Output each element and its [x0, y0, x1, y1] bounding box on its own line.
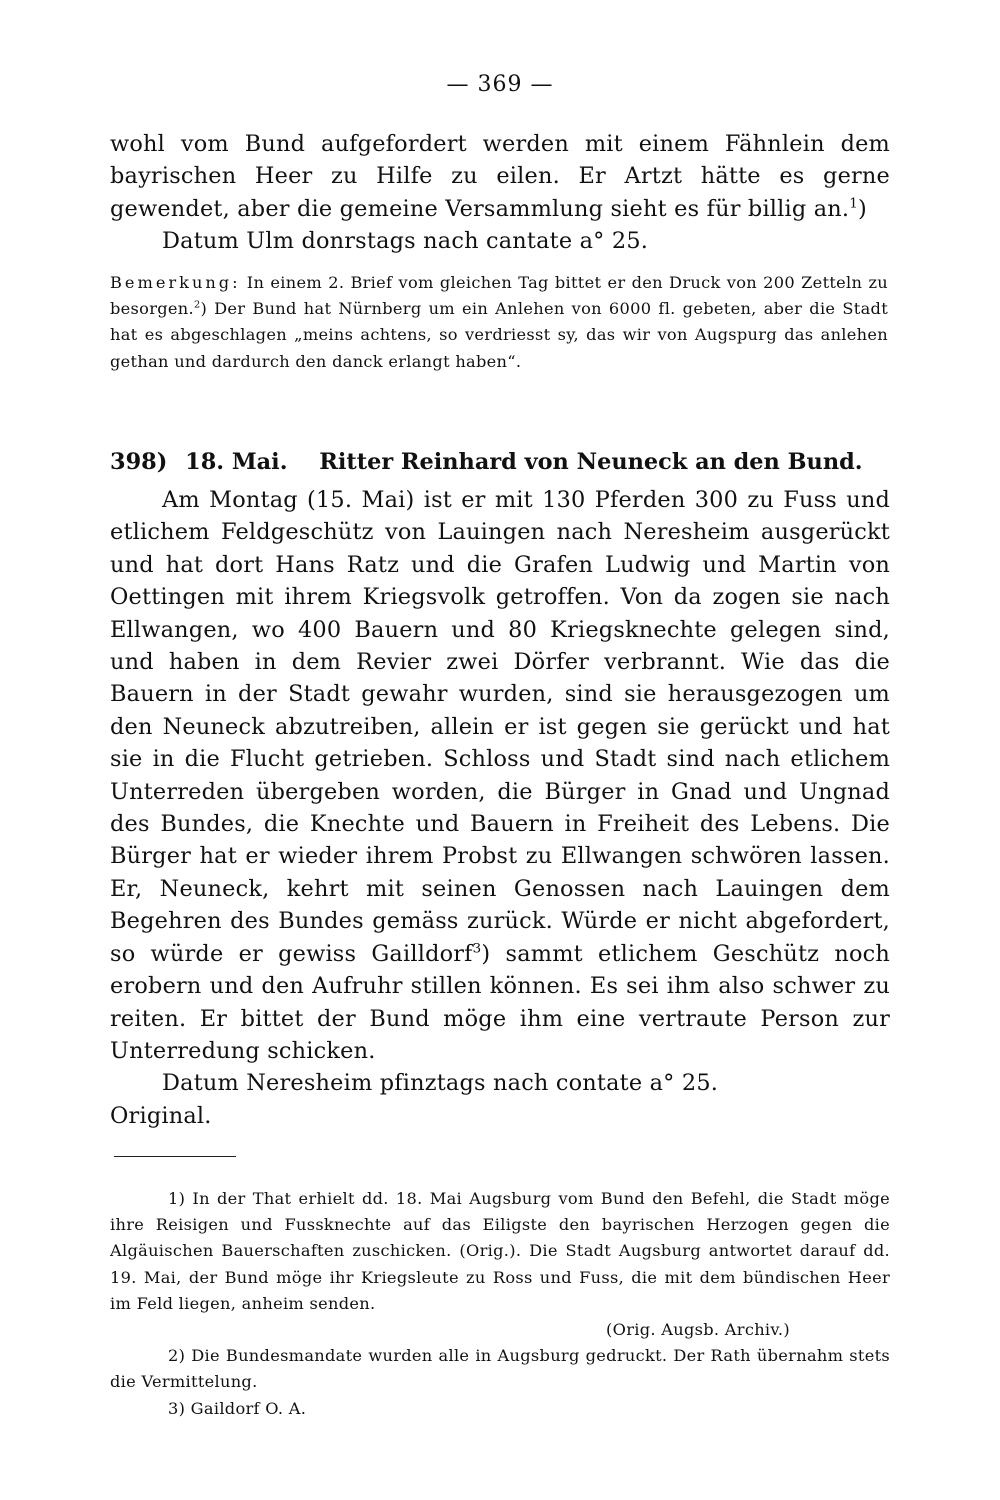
- entry-paragraph: [110, 484, 890, 1067]
- footnote-2: 2) Die Bundesmandate wurden alle in Augsburg gedruckt. Der Rath übernahm stets die Vermittelung.: [110, 1346, 890, 1392]
- entry-body: [110, 484, 890, 1132]
- entry-source: Original.: [110, 1102, 212, 1129]
- entry-text-2: ) sammt etlichem Geschütz noch erobern und den Aufruhr stillen können. Es sei ihm also schwer zu reiten. Er bittet der Bund möge ihm eine vertraute Person zur Unterredung schicken.: [110, 940, 890, 1064]
- remark-text-2: ) Der Bund hat Nürnberg um ein Anlehen von 6000 fl. gebeten, aber die Stadt hat es abgeschlagen „meins achtens, so verdriesst sy, das wir von Augspurg das anlehen gethan und dardurch den danck erlangt haben“.: [110, 299, 888, 371]
- page-number: — 369 —: [446, 72, 554, 97]
- paragraph-text: wohl vom Bund aufgefordert werden mit einem Fähnlein dem bayrischen Heer zu Hilfe zu eilen. Er Artzt hätte es gerne gewendet, aber die gemeine Versammlung sieht es für billig an.: [110, 131, 890, 222]
- footnote-divider: [114, 1156, 236, 1157]
- footnotes: [110, 1186, 890, 1422]
- remark-note: [110, 270, 888, 375]
- entry-dateline: Datum Neresheim pfinztags nach contate a° 25.: [162, 1070, 719, 1097]
- footnote-1-source: (Orig. Augsb. Archiv.): [606, 1320, 790, 1340]
- footnote-1: 1) In der That erhielt dd. 18. Mai Augsburg vom Bund den Befehl, die Stadt möge ihre Reisigen und Fussknechte auf das Eiligste den bayrischen Herzogen gegen die Algäuischen Bauerschaften zuschicken. (Orig.). Die Stadt Augsburg antwortet darauf dd. 19. Mai, der Bund möge ihr Kriegsleute zu Ross und Fuss, die mit dem bündischen Heer im Feld liegen, anheim senden.: [110, 1189, 890, 1313]
- footnote-ref-1[interactable]: 1: [849, 196, 858, 212]
- footnote-ref-2[interactable]: 2: [193, 299, 201, 311]
- dateline: Datum Ulm donrstags nach cantate a° 25.: [162, 228, 649, 255]
- remark-label: Bemerkung:: [110, 273, 241, 292]
- footnote-ref-3[interactable]: 3: [472, 941, 482, 957]
- continued-paragraph: [110, 128, 890, 225]
- entry-number: 398): [110, 449, 168, 475]
- entry-heading: [110, 446, 890, 478]
- footnote-3: 3) Gaildorf O. A.: [168, 1398, 307, 1418]
- entry-title: Ritter Reinhard von Neuneck an den Bund.: [319, 449, 863, 475]
- remark-text-1: In einem 2. Brief vom gleichen Tag bittet er den Druck von 200 Zetteln zu besorgen.: [110, 273, 888, 319]
- continued-letter-block: [110, 128, 890, 258]
- entry-text-1: Am Montag (15. Mai) ist er mit 130 Pferden 300 zu Fuss und etlichem Feldgeschütz von Lauingen nach Neresheim ausgerückt und hat dort Hans Ratz und die Grafen Ludwig und Martin von Oettingen mit ihrem Kriegsvolk getroffen. Von da zogen sie nach Ellwangen, wo 400 Bauern und 80 Kriegsknechte gelegen sind, und haben in dem Revier zwei Dörfer verbrannt. Wie das die Bauern in der Stadt gewahr wurden, sind sie herausgezogen um den Neuneck abzutreiben, allein er ist gegen sie gerückt und hat sie in die Flucht getrieben. Schloss und Stadt sind nach etlichem Unterreden übergeben worden, die Bürger in Gnad und Ungnad des Bundes, die Knechte und Bauern in Freiheit des Lebens. Die Bürger hat er wieder ihrem Probst zu Ellwangen schwören lassen. Er, Neuneck, kehrt mit seinen Genossen nach Lauingen dem Begehren des Bundes gemäss zurück. Würde er nicht abgefordert, so würde er gewiss Gailldorf: [110, 487, 890, 967]
- footnote-ref-close: ): [857, 195, 867, 222]
- entry-date: 18. Mai.: [185, 449, 288, 475]
